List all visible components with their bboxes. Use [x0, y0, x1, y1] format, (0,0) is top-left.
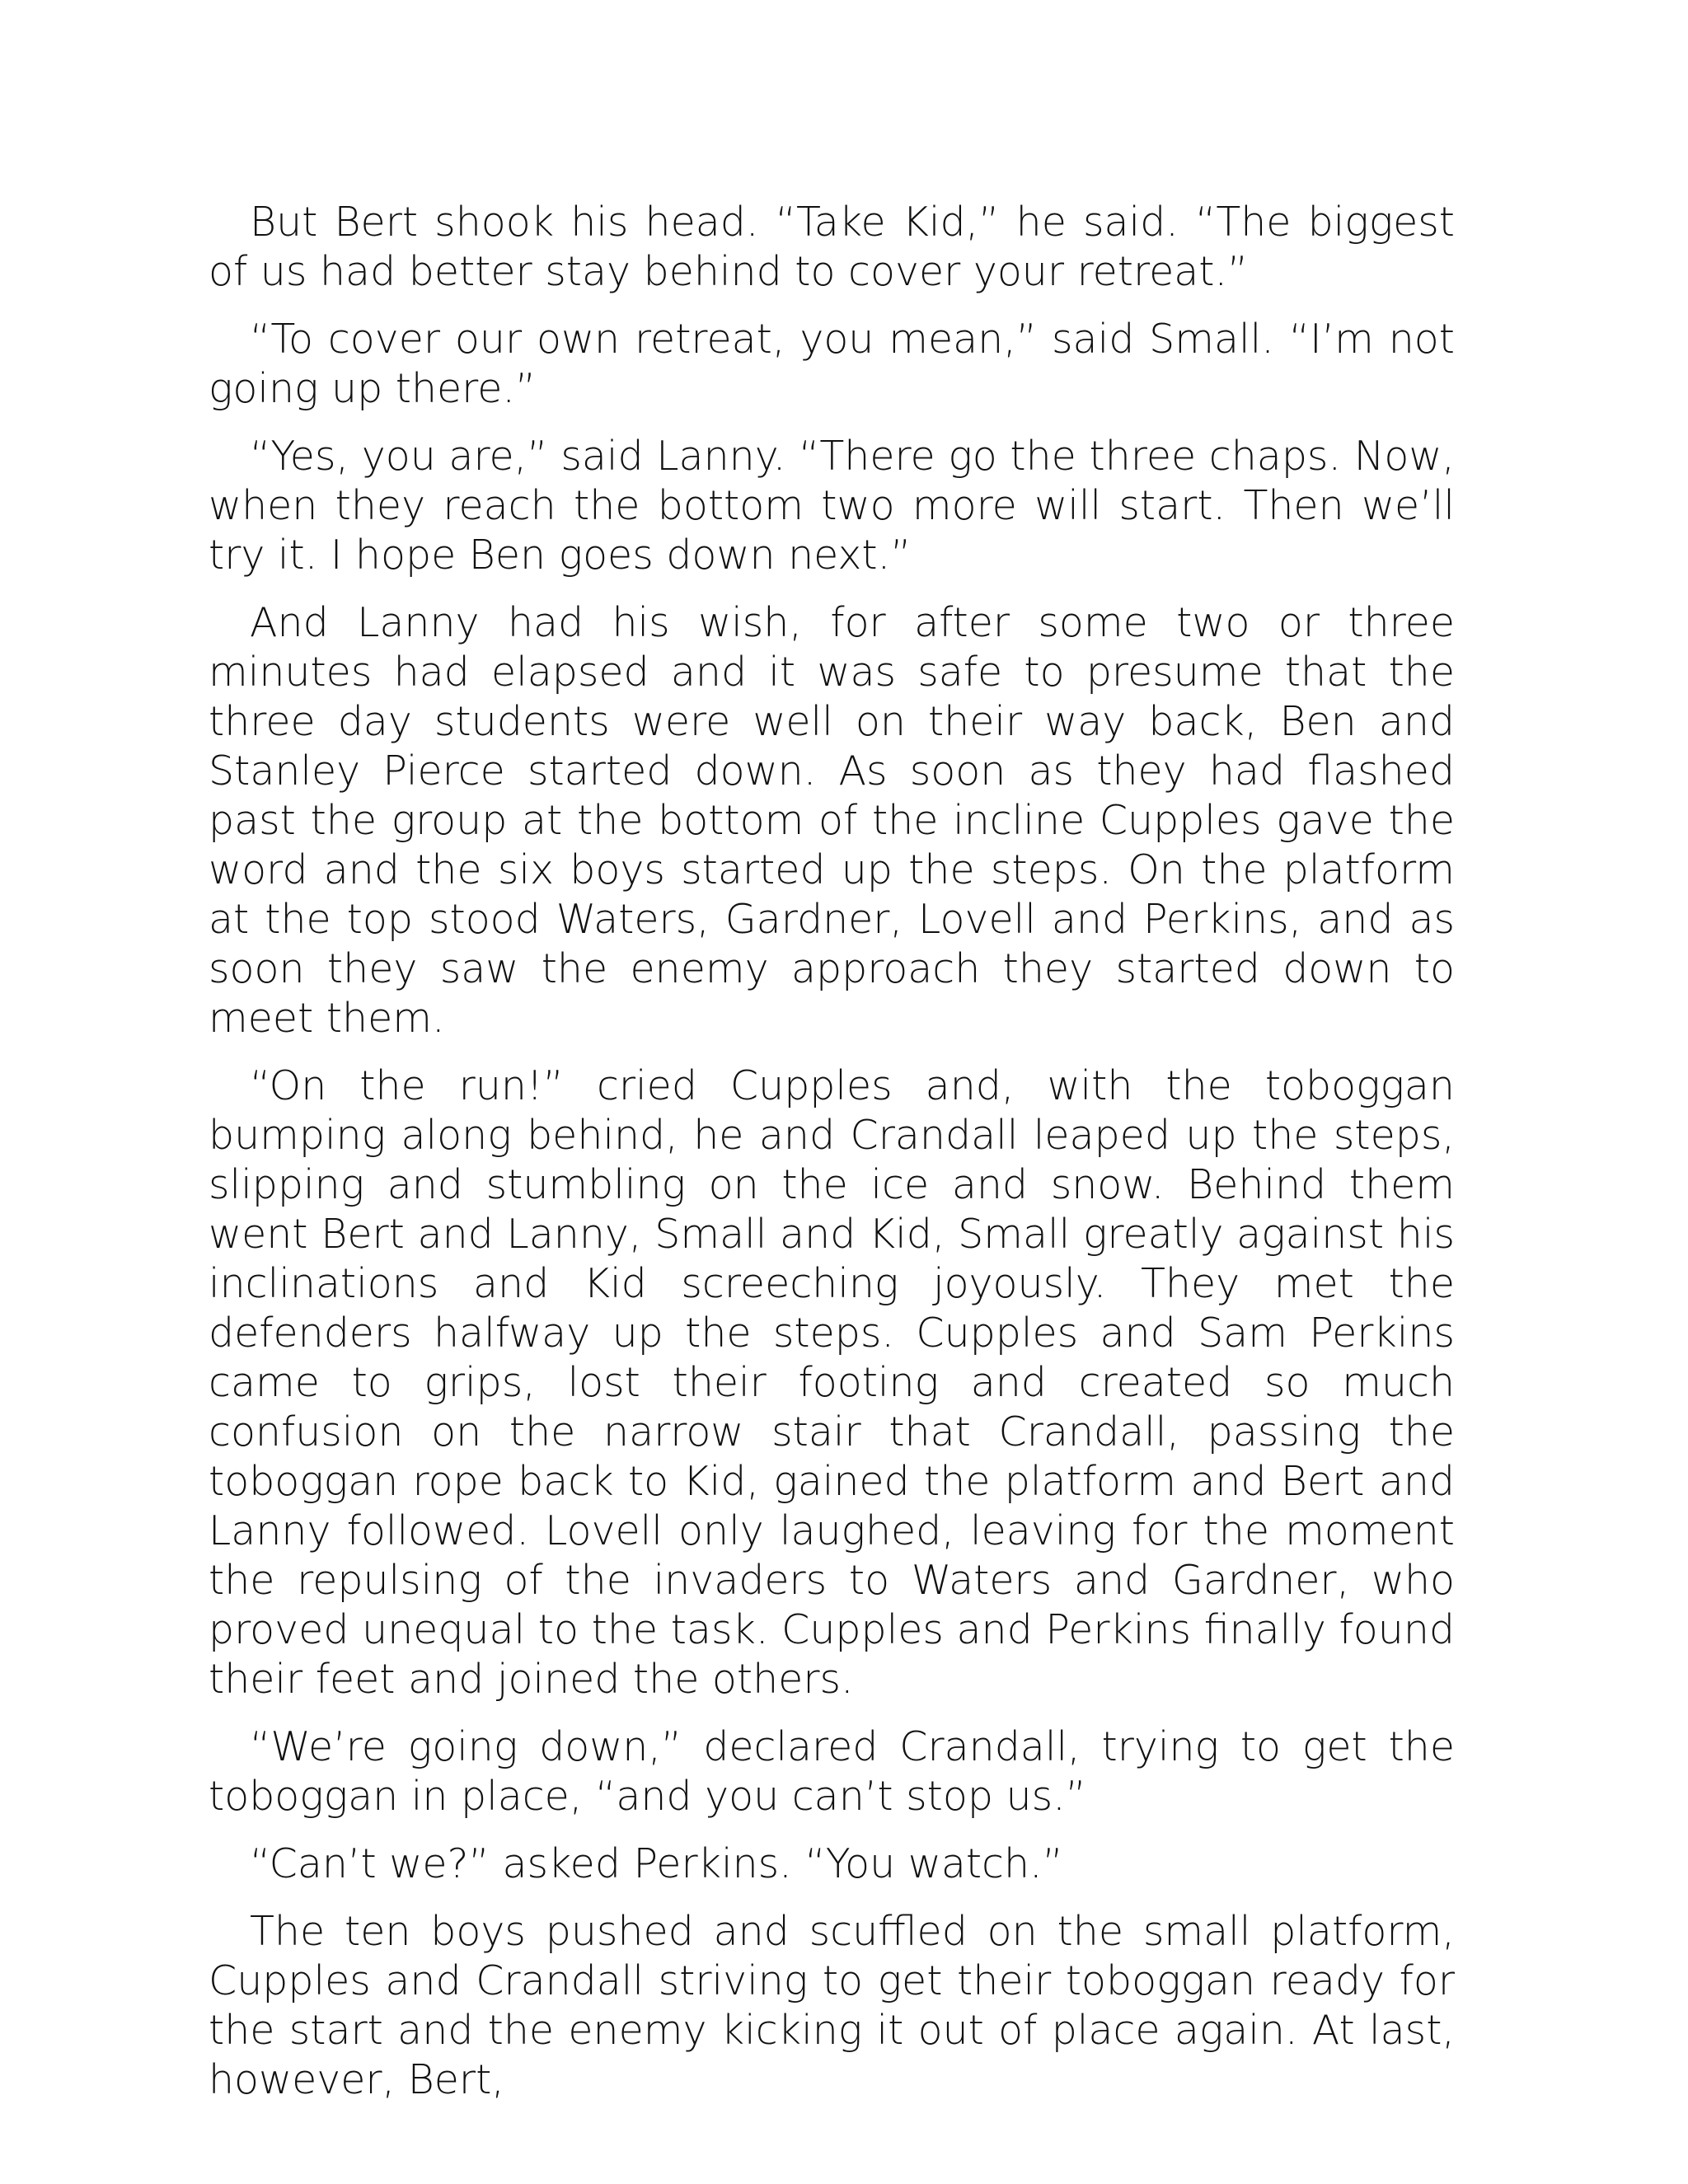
paragraph: “Yes, you are,” said Lanny. “There go the three chaps. Now, when they reach the bottom two more will start. Then we’ll try it. I hope Ben goes down next.”	[209, 433, 1455, 579]
paragraph: “Can’t we?” asked Perkins. “You watch.”	[250, 1840, 1064, 1887]
paragraph: “To cover our own retreat, you mean,” said Small. “I’m not going up there.”	[209, 316, 1455, 412]
paragraph: But Bert shook his head. “Take Kid,” he said. “The biggest of us had better stay behind to cover your retreat.”	[209, 199, 1455, 295]
paragraph: “We’re going down,” declared Crandall, trying to get the toboggan in place, “and you can’t stop us.”	[209, 1723, 1455, 1820]
paragraph: And Lanny had his wish, for after some two or three minutes had elapsed and it was safe to presume that the three day students were well on their way back, Ben and Stanley Pierce started down. As soon as they had flashed past the group at the bottom of the incline Cupples gave the word and the six boys started up the steps. On the platform at the top stood Waters, Gardner, Lovell and Perkins, and as soon they saw the enemy approach they started down to meet them.	[209, 599, 1455, 1042]
paragraph: The ten boys pushed and scuffled on the small platform, Cupples and Crandall striving to get their toboggan ready for the start and the enemy kicking it out of place again. At last, however, Bert,	[209, 1908, 1455, 2103]
document-page	[209, 198, 1455, 2123]
paragraph: “On the run!” cried Cupples and, with the toboggan bumping along behind, he and Crandall leaped up the steps, slipping and stumbling on the ice and snow. Behind them went Bert and Lanny, Small and Kid, Small greatly against his inclinations and Kid screeching joyously. They met the defenders halfway up the steps. Cupples and Sam Perkins came to grips, lost their footing and created so much confusion on the narrow stair that Crandall, passing the toboggan rope back to Kid, gained the platform and Bert and Lanny followed. Lovell only laughed, leaving for the moment the repulsing of the invaders to Waters and Gardner, who proved unequal to the task. Cupples and Perkins finally found their feet and joined the others.	[209, 1062, 1455, 1703]
